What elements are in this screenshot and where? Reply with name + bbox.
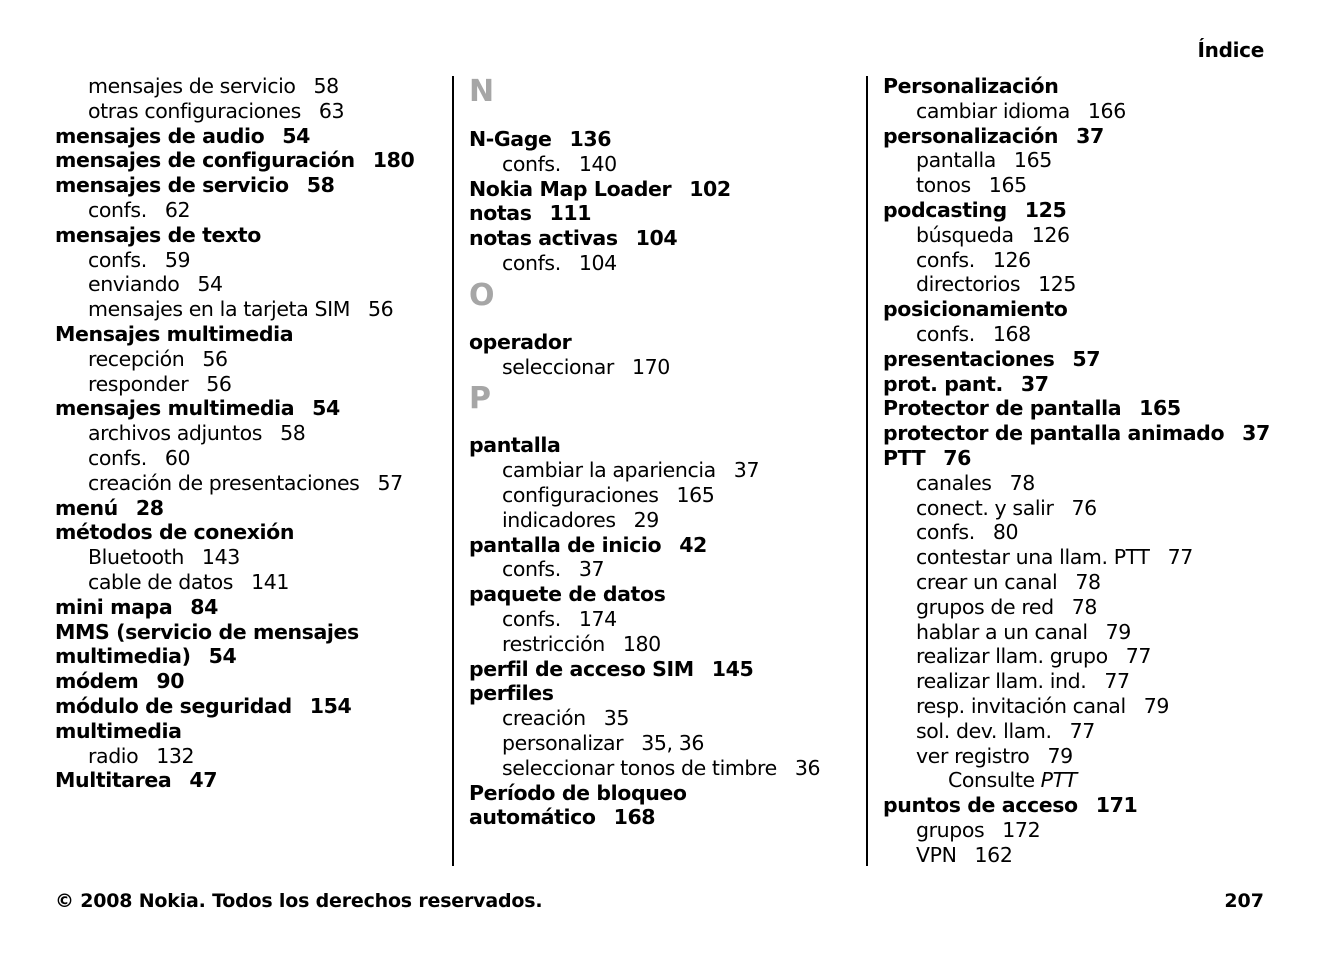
index-subentry bbox=[883, 744, 1270, 769]
entry-page-ref: 56 bbox=[202, 346, 228, 371]
index-subentry bbox=[469, 458, 820, 483]
index-subentry bbox=[883, 669, 1270, 694]
entry-term: grupos de red bbox=[916, 594, 1054, 619]
entry-page-ref: 77 bbox=[1125, 644, 1152, 669]
index-entry bbox=[55, 694, 414, 719]
entry-term: canales bbox=[916, 470, 992, 495]
entry-term: responder bbox=[88, 371, 189, 396]
entry-term: pantalla bbox=[916, 148, 996, 173]
entry-term: multimedia bbox=[55, 718, 182, 743]
entry-page-ref: 37 bbox=[578, 557, 605, 582]
entry-term: archivos adjuntos bbox=[88, 421, 263, 446]
entry-page-ref: 78 bbox=[1071, 594, 1098, 619]
entry-term: protector de pantalla animado bbox=[883, 421, 1225, 446]
column-divider bbox=[452, 76, 454, 866]
entry-page-ref: 102 bbox=[689, 176, 731, 201]
entry-page-ref: 36 bbox=[794, 755, 821, 780]
index-entry bbox=[55, 768, 414, 793]
index-subentry bbox=[469, 706, 820, 731]
index-column-2 bbox=[469, 74, 820, 830]
index-subentry bbox=[469, 607, 820, 632]
index-subentry bbox=[55, 297, 414, 322]
index-entry bbox=[883, 74, 1270, 99]
entry-page-ref: 47 bbox=[189, 768, 218, 793]
entry-cross-ref: PTT bbox=[1040, 768, 1077, 793]
entry-term: confs. bbox=[502, 606, 561, 631]
index-subentry bbox=[883, 322, 1270, 347]
entry-term: perfiles bbox=[469, 681, 554, 706]
entry-term: perfil de acceso SIM bbox=[469, 656, 694, 681]
entry-page-ref: 77 bbox=[1104, 669, 1130, 694]
entry-term: operador bbox=[469, 329, 572, 354]
entry-term: sol. dev. llam. bbox=[916, 718, 1052, 743]
index-entry bbox=[55, 520, 414, 545]
entry-term: creación de presentaciones bbox=[88, 470, 360, 495]
entry-term: confs. bbox=[88, 247, 147, 272]
entry-page-ref: 54 bbox=[282, 123, 311, 148]
entry-term: indicadores bbox=[502, 507, 616, 532]
index-subentry bbox=[469, 152, 820, 177]
index-entry bbox=[55, 496, 414, 521]
entry-term: confs. bbox=[502, 250, 561, 275]
index-entry bbox=[883, 124, 1270, 149]
index-subentry bbox=[55, 74, 414, 99]
index-subentry bbox=[55, 99, 414, 124]
entry-page-ref: 111 bbox=[549, 201, 592, 226]
entry-page-ref: 132 bbox=[156, 743, 195, 768]
index-entry bbox=[469, 127, 820, 152]
index-subentry bbox=[55, 248, 414, 273]
entry-term: mensajes de servicio bbox=[88, 74, 296, 98]
index-subentry bbox=[883, 768, 1270, 793]
index-subentry bbox=[883, 223, 1270, 248]
entry-page-ref: 136 bbox=[569, 127, 612, 151]
index-subentry bbox=[883, 248, 1270, 273]
entry-term: directorios bbox=[916, 272, 1021, 297]
entry-term: mensajes de audio bbox=[55, 123, 265, 148]
index-subentry bbox=[883, 570, 1270, 595]
entry-term: pantalla de inicio bbox=[469, 532, 662, 557]
index-subentry bbox=[883, 173, 1270, 198]
index-subentry bbox=[469, 632, 820, 657]
index-entry bbox=[469, 781, 820, 806]
entry-page-ref: 79 bbox=[1105, 619, 1131, 644]
entry-term: mensajes de servicio bbox=[55, 173, 289, 198]
index-subentry bbox=[469, 508, 820, 533]
entry-page-ref: 29 bbox=[633, 507, 659, 532]
entry-page-ref: 180 bbox=[372, 148, 415, 173]
index-entry bbox=[883, 198, 1270, 223]
entry-term: Período de bloqueo bbox=[469, 780, 687, 805]
entry-term: confs. bbox=[916, 247, 975, 272]
index-entry bbox=[55, 669, 414, 694]
entry-term: seleccionar bbox=[502, 354, 614, 379]
entry-page-ref: 56 bbox=[368, 297, 394, 322]
entry-page-ref: 35, 36 bbox=[641, 730, 704, 755]
entry-term: personalización bbox=[883, 123, 1059, 148]
entry-term: crear un canal bbox=[916, 569, 1058, 594]
entry-term: confs. bbox=[916, 321, 975, 346]
entry-term: mini mapa bbox=[55, 594, 173, 619]
index-entry bbox=[469, 330, 820, 355]
index-subentry bbox=[55, 744, 414, 769]
entry-term: Multitarea bbox=[55, 768, 172, 793]
index-subentry bbox=[883, 620, 1270, 645]
index-entry bbox=[883, 347, 1270, 372]
entry-page-ref: 57 bbox=[377, 470, 403, 495]
entry-term: resp. invitación canal bbox=[916, 693, 1126, 718]
entry-term: ver registro bbox=[916, 743, 1030, 768]
index-subentry bbox=[55, 372, 414, 397]
index-entry bbox=[55, 322, 414, 347]
index-entry bbox=[469, 582, 820, 607]
entry-page-ref: 172 bbox=[1002, 817, 1041, 842]
index-subentry bbox=[883, 719, 1270, 744]
entry-page-ref: 57 bbox=[1072, 346, 1101, 371]
footer-copyright: © 2008 Nokia. Todos los derechos reservados. bbox=[55, 890, 543, 912]
entry-page-ref: 37 bbox=[733, 458, 760, 483]
running-header-title: Índice bbox=[1197, 38, 1264, 62]
entry-page-ref: 154 bbox=[309, 693, 352, 718]
entry-term: prot. pant. bbox=[883, 371, 1003, 396]
index-subentry bbox=[469, 355, 820, 380]
index-entry bbox=[883, 421, 1270, 446]
index-entry bbox=[883, 372, 1270, 397]
entry-page-ref: 60 bbox=[164, 445, 191, 470]
entry-term: automático bbox=[469, 805, 596, 830]
entry-term: cambiar la apariencia bbox=[502, 458, 716, 483]
index-subentry bbox=[469, 731, 820, 756]
entry-term: confs. bbox=[88, 445, 147, 470]
index-subentry bbox=[883, 148, 1270, 173]
index-entry bbox=[55, 223, 414, 248]
entry-page-ref: 37 bbox=[1076, 123, 1104, 148]
entry-page-ref: 76 bbox=[1071, 495, 1097, 520]
entry-page-ref: 28 bbox=[135, 495, 164, 520]
index-entry bbox=[469, 805, 820, 830]
entry-page-ref: 180 bbox=[622, 631, 661, 656]
index-subentry bbox=[469, 756, 820, 781]
entry-term: N-Gage bbox=[469, 127, 552, 151]
entry-term: módulo de seguridad bbox=[55, 693, 292, 718]
index-subentry bbox=[55, 198, 414, 223]
section-letter: O bbox=[469, 277, 495, 313]
entry-term: notas bbox=[469, 201, 532, 226]
entry-term: confs. bbox=[502, 557, 561, 582]
index-subentry bbox=[883, 644, 1270, 669]
entry-page-ref: 125 bbox=[1024, 197, 1067, 222]
entry-page-ref: 143 bbox=[201, 545, 240, 570]
index-subentry bbox=[55, 347, 414, 372]
index-entry bbox=[883, 446, 1270, 471]
entry-page-ref: 37 bbox=[1242, 421, 1270, 446]
entry-page-ref: 56 bbox=[206, 371, 232, 396]
entry-page-ref: 54 bbox=[197, 272, 223, 297]
entry-term: realizar llam. grupo bbox=[916, 644, 1108, 669]
entry-term: Personalización bbox=[883, 74, 1059, 98]
entry-page-ref: 84 bbox=[190, 594, 218, 619]
entry-term: conect. y salir bbox=[916, 495, 1054, 520]
index-entry bbox=[55, 173, 414, 198]
entry-term: creación bbox=[502, 706, 586, 731]
index-subentry bbox=[883, 520, 1270, 545]
entry-page-ref: 104 bbox=[635, 226, 678, 251]
index-subentry bbox=[55, 272, 414, 297]
entry-term: menú bbox=[55, 495, 118, 520]
index-subentry bbox=[883, 496, 1270, 521]
entry-term: mensajes de configuración bbox=[55, 148, 355, 173]
index-subentry bbox=[55, 446, 414, 471]
index-entry bbox=[469, 177, 820, 202]
index-entry bbox=[883, 297, 1270, 322]
entry-term: cambiar idioma bbox=[916, 98, 1070, 123]
index-subentry bbox=[883, 272, 1270, 297]
entry-term: realizar llam. ind. bbox=[916, 669, 1087, 694]
entry-page-ref: 171 bbox=[1095, 793, 1138, 818]
entry-term: hablar a un canal bbox=[916, 619, 1088, 644]
entry-term: tonos bbox=[916, 173, 971, 198]
index-entry bbox=[55, 396, 414, 421]
entry-term: confs. bbox=[502, 151, 561, 176]
entry-page-ref: 166 bbox=[1087, 98, 1126, 123]
entry-term: Consulte bbox=[948, 768, 1035, 793]
entry-term: posicionamiento bbox=[883, 297, 1068, 322]
entry-term: paquete de datos bbox=[469, 582, 666, 607]
index-subentry bbox=[55, 421, 414, 446]
entry-term: otras configuraciones bbox=[88, 98, 301, 123]
entry-term: notas activas bbox=[469, 226, 618, 251]
entry-page-ref: 58 bbox=[280, 421, 306, 446]
index-entry bbox=[883, 396, 1270, 421]
entry-page-ref: 79 bbox=[1047, 743, 1073, 768]
entry-term: podcasting bbox=[883, 197, 1007, 222]
entry-term: Bluetooth bbox=[88, 545, 184, 570]
index-subentry bbox=[883, 545, 1270, 570]
index-entry bbox=[55, 644, 414, 669]
index-subentry bbox=[883, 818, 1270, 843]
entry-term: confs. bbox=[916, 520, 975, 545]
entry-page-ref: 58 bbox=[306, 173, 335, 198]
entry-page-ref: 62 bbox=[164, 197, 191, 222]
entry-page-ref: 54 bbox=[312, 396, 340, 421]
entry-page-ref: 126 bbox=[1031, 222, 1070, 247]
entry-term: seleccionar tonos de timbre bbox=[502, 755, 777, 780]
index-column-1 bbox=[55, 74, 414, 793]
entry-term: módem bbox=[55, 669, 139, 694]
entry-term: PTT bbox=[883, 445, 926, 470]
index-entry bbox=[55, 148, 414, 173]
entry-page-ref: 141 bbox=[251, 569, 289, 594]
index-subentry bbox=[469, 483, 820, 508]
entry-page-ref: 125 bbox=[1038, 272, 1077, 297]
index-entry bbox=[883, 793, 1270, 818]
entry-term: restricción bbox=[502, 631, 605, 656]
entry-page-ref: 140 bbox=[578, 151, 617, 176]
entry-page-ref: 78 bbox=[1009, 470, 1035, 495]
index-subentry bbox=[469, 557, 820, 582]
entry-term: Protector de pantalla bbox=[883, 396, 1122, 421]
entry-page-ref: 165 bbox=[1139, 396, 1181, 421]
entry-term: radio bbox=[88, 743, 139, 768]
entry-page-ref: 79 bbox=[1143, 693, 1170, 718]
entry-page-ref: 63 bbox=[318, 98, 345, 123]
entry-term: multimedia) bbox=[55, 644, 191, 669]
footer-page-number: 207 bbox=[1224, 890, 1264, 912]
entry-term: configuraciones bbox=[502, 482, 659, 507]
entry-page-ref: 77 bbox=[1069, 718, 1095, 743]
index-entry bbox=[469, 533, 820, 558]
entry-term: grupos bbox=[916, 817, 985, 842]
entry-page-ref: 165 bbox=[676, 482, 715, 507]
entry-page-ref: 162 bbox=[974, 842, 1013, 867]
entry-term: MMS (servicio de mensajes bbox=[55, 619, 359, 644]
entry-term: confs. bbox=[88, 197, 147, 222]
entry-page-ref: 168 bbox=[613, 805, 656, 830]
entry-page-ref: 35 bbox=[603, 706, 630, 731]
entry-term: Mensajes multimedia bbox=[55, 321, 294, 346]
entry-page-ref: 77 bbox=[1167, 545, 1193, 570]
index-entry bbox=[55, 719, 414, 744]
index-subentry bbox=[883, 843, 1270, 868]
entry-term: recepción bbox=[88, 346, 185, 371]
entry-page-ref: 104 bbox=[578, 250, 617, 275]
index-entry bbox=[469, 433, 820, 458]
index-entry bbox=[469, 201, 820, 226]
index-entry bbox=[469, 226, 820, 251]
entry-page-ref: 90 bbox=[156, 669, 185, 694]
entry-page-ref: 165 bbox=[988, 173, 1027, 198]
entry-term: VPN bbox=[916, 842, 957, 867]
entry-term: Nokia Map Loader bbox=[469, 176, 672, 201]
entry-term: puntos de acceso bbox=[883, 793, 1078, 818]
index-subentry bbox=[883, 471, 1270, 496]
index-entry bbox=[469, 681, 820, 706]
index-entry bbox=[55, 620, 414, 645]
section-letter: P bbox=[469, 381, 491, 417]
entry-term: mensajes multimedia bbox=[55, 396, 295, 421]
entry-term: cable de datos bbox=[88, 569, 234, 594]
entry-term: mensajes en la tarjeta SIM bbox=[88, 297, 351, 322]
index-entry bbox=[55, 124, 414, 149]
entry-term: contestar una llam. PTT bbox=[916, 545, 1150, 570]
index-subentry bbox=[883, 595, 1270, 620]
index-subentry bbox=[55, 570, 414, 595]
index-subentry bbox=[469, 251, 820, 276]
index-column-3 bbox=[883, 74, 1270, 868]
entry-term: presentaciones bbox=[883, 346, 1055, 371]
index-entry bbox=[469, 657, 820, 682]
entry-term: pantalla bbox=[469, 433, 561, 458]
entry-page-ref: 165 bbox=[1013, 148, 1052, 173]
entry-page-ref: 174 bbox=[578, 606, 617, 631]
index-subentry bbox=[883, 99, 1270, 124]
entry-page-ref: 59 bbox=[164, 247, 191, 272]
entry-page-ref: 80 bbox=[992, 520, 1019, 545]
entry-term: mensajes de texto bbox=[55, 222, 261, 247]
entry-term: búsqueda bbox=[916, 222, 1014, 247]
entry-term: personalizar bbox=[502, 730, 624, 755]
entry-page-ref: 145 bbox=[711, 656, 754, 681]
column-divider bbox=[866, 76, 868, 866]
index-entry bbox=[55, 595, 414, 620]
entry-page-ref: 170 bbox=[631, 354, 670, 379]
section-letter: N bbox=[469, 74, 494, 109]
entry-page-ref: 126 bbox=[992, 247, 1031, 272]
entry-page-ref: 37 bbox=[1020, 371, 1049, 396]
entry-page-ref: 58 bbox=[313, 74, 339, 98]
entry-page-ref: 78 bbox=[1075, 569, 1101, 594]
entry-page-ref: 168 bbox=[992, 321, 1031, 346]
entry-page-ref: 54 bbox=[208, 644, 237, 669]
entry-term: enviando bbox=[88, 272, 180, 297]
index-subentry bbox=[55, 471, 414, 496]
entry-term: métodos de conexión bbox=[55, 520, 295, 545]
index-subentry bbox=[55, 545, 414, 570]
entry-page-ref: 76 bbox=[943, 445, 971, 470]
index-subentry bbox=[883, 694, 1270, 719]
entry-page-ref: 42 bbox=[679, 532, 707, 557]
